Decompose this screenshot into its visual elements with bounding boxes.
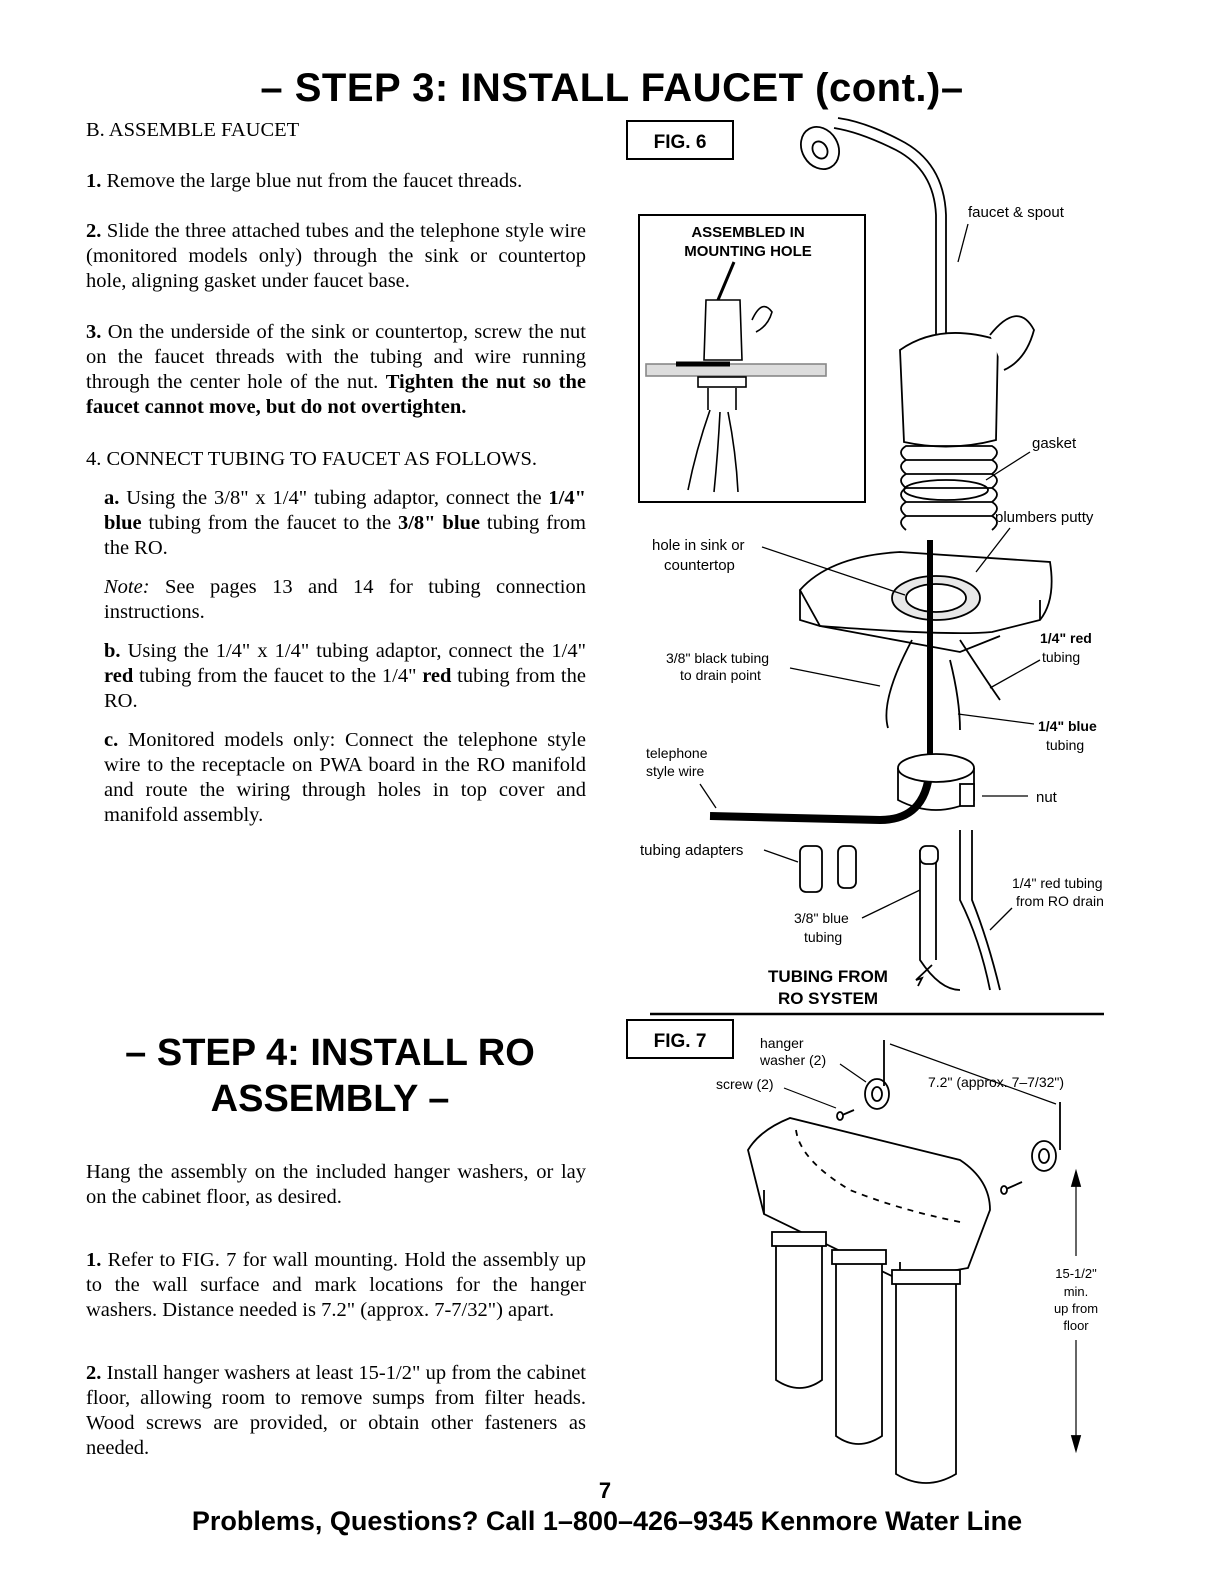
instruction-1: 1. Remove the large blue nut from the faucet threads.	[86, 170, 523, 192]
label-screw: screw (2)	[716, 1076, 774, 1092]
fig7	[627, 1020, 1098, 1483]
label-from-1: TUBING FROM	[768, 967, 888, 986]
fig7-label: FIG. 7	[653, 1031, 707, 1052]
page-title: – STEP 3: INSTALL FAUCET (cont.)–	[260, 66, 964, 110]
step4-heading-line2: ASSEMBLY –	[210, 1078, 450, 1120]
label-gasket: gasket	[1032, 435, 1077, 452]
section-b-heading: B. ASSEMBLE FAUCET	[86, 119, 300, 141]
label-red14-1: 1/4" red	[1040, 630, 1092, 646]
label-blue38-1: 3/8" blue	[794, 910, 849, 926]
inset-title-1: ASSEMBLED IN	[691, 224, 805, 241]
label-height-2: min.	[1063, 1284, 1089, 1299]
note: Note: See pages 13 and 14 for tubing connection instructions.	[104, 576, 586, 623]
label-telephone-2: style wire	[646, 763, 705, 779]
inset-faucet-drawing	[646, 262, 826, 492]
label-red14-2: tubing	[1042, 649, 1081, 665]
label-height-1: 15-1/2"	[1055, 1266, 1097, 1281]
instruction-4a: a. Using the 3/8" x 1/4" tubing adaptor, connect the 1/4" blue tubing from the faucet to the 3/8" blue tubing from the RO.	[104, 487, 586, 559]
label-faucet-spout: faucet & spout	[968, 204, 1064, 221]
label-from-2: RO SYSTEM	[777, 989, 879, 1008]
instruction-4b: b. Using the 1/4" x 1/4" tubing adaptor, connect the 1/4" red tubing from the faucet to the 1/4" red tubing from the RO.	[104, 640, 586, 712]
label-blue14-2: tubing	[1046, 737, 1085, 753]
step4-heading-line1: – STEP 4: INSTALL RO	[125, 1032, 535, 1074]
label-putty: plumbers putty	[995, 509, 1094, 526]
label-distance: 7.2" (approx. 7–7/32")	[928, 1074, 1065, 1090]
footer-helpline: Problems, Questions? Call 1–800–426–9345 Kenmore Water Line	[191, 1506, 1023, 1536]
page-number: 7	[598, 1478, 612, 1503]
label-telephone-1: telephone	[646, 745, 708, 761]
ro-instruction-2: 2. Install hanger washers at least 15-1/2" up from the cabinet floor, allowing room to remove sumps from filter heads. Wood screws are provided, or obtain other fasteners as needed.	[86, 1362, 586, 1459]
label-height-3: up from	[1053, 1301, 1099, 1316]
label-hole-1: hole in sink or	[652, 537, 745, 554]
hang-text: Hang the assembly on the included hanger washers, or lay on the cabinet floor, as desired.	[86, 1161, 586, 1208]
label-black-2: to drain point	[680, 667, 761, 683]
label-hole-2: countertop	[664, 557, 735, 574]
instruction-3: 3. On the underside of the sink or countertop, screw the nut on the faucet threads with the tubing and wire running through the center hole of the nut. Tighten the nut so the faucet cannot move, but do not overtighten.	[86, 321, 586, 418]
instruction-4c: c. Monitored models only: Connect the telephone style wire to the receptacle on PWA board in the RO manifold and route the wiring through holes in top cover and manifold assembly.	[104, 729, 586, 826]
ro-assembly-drawing	[748, 1040, 1080, 1483]
label-black-1: 3/8" black tubing	[666, 650, 770, 666]
label-blue14-1: 1/4" blue	[1038, 718, 1097, 734]
inset-title-2: MOUNTING HOLE	[684, 243, 812, 260]
instruction-4: 4. CONNECT TUBING TO FAUCET AS FOLLOWS.	[86, 448, 538, 470]
label-red-ro-2: from RO drain	[1016, 893, 1104, 909]
label-blue38-2: tubing	[804, 929, 843, 945]
fig6-label: FIG. 6	[653, 132, 707, 153]
label-nut: nut	[1036, 789, 1057, 806]
label-adapters: tubing adapters	[640, 842, 744, 859]
ro-instruction-1: 1. Refer to FIG. 7 for wall mounting. Hold the assembly up to the wall surface and mark locations for the hanger washers. Distance needed is 7.2" (approx. 7-7/32") apart.	[86, 1249, 586, 1321]
label-red-ro-1: 1/4" red tubing	[1012, 875, 1103, 891]
fig6	[627, 118, 1104, 1008]
label-height-4: floor	[1063, 1318, 1089, 1333]
label-hanger-2: washer (2)	[760, 1052, 827, 1068]
instruction-2: 2. Slide the three attached tubes and the telephone style wire (monitored models only) through the sink or countertop hole, aligning gasket under faucet base.	[86, 220, 586, 292]
label-hanger-1: hanger	[760, 1035, 804, 1051]
